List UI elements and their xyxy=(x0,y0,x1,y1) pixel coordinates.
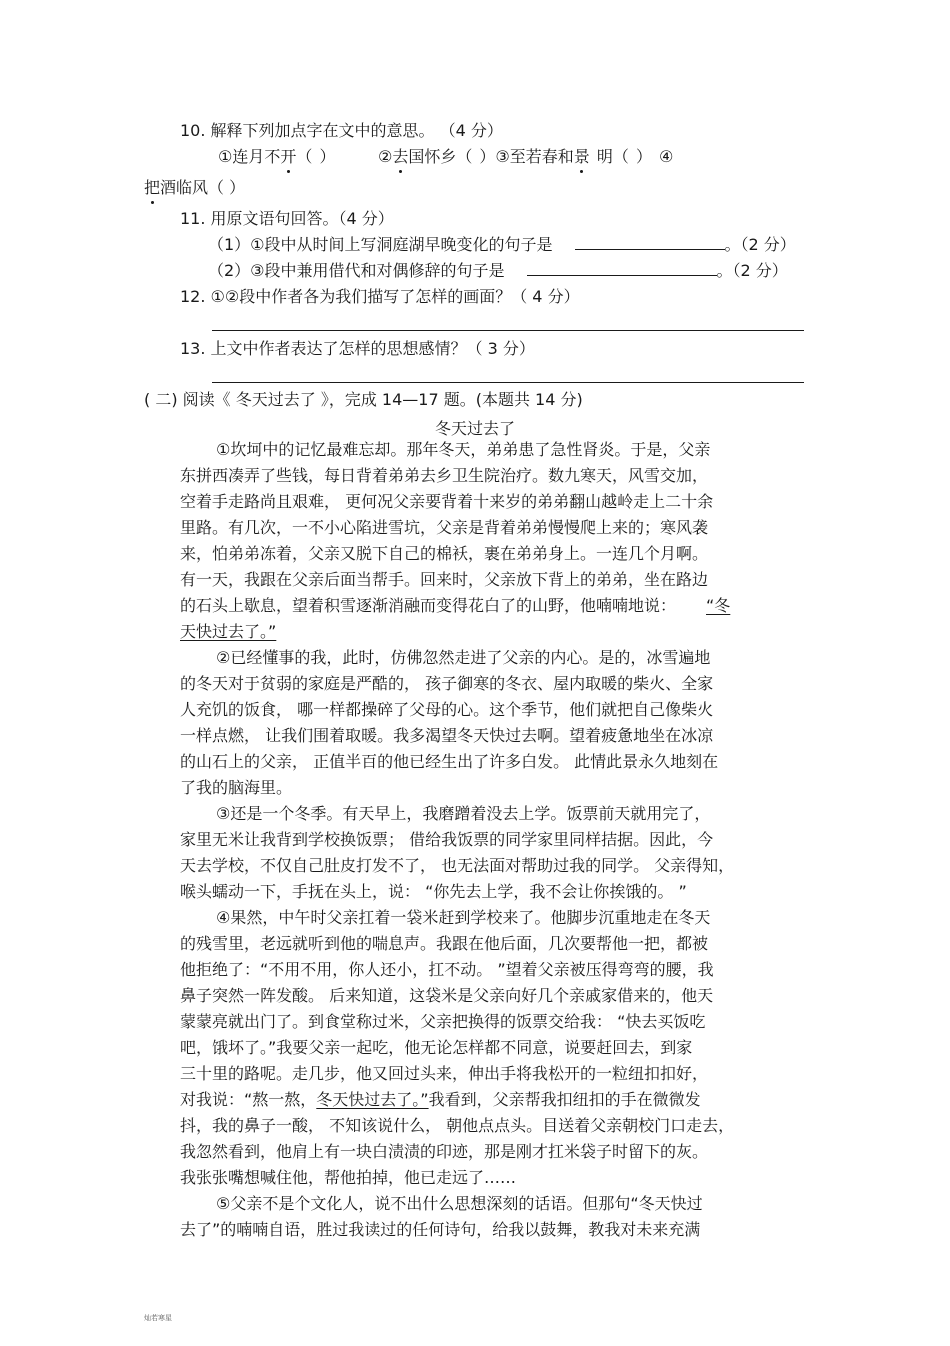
p1-line-1: ①坎坷中的记忆最难忘却。那年冬天，弟弟患了急性肾炎。于是，父亲 xyxy=(216,440,711,459)
p1-line-7-text: 的石头上歇息，望着积雪逐渐消融而变得花白了的山野，他喃喃地说： xyxy=(180,596,677,615)
q12-stem: 12. ①②段中作者各为我们描写了怎样的画面？（ 4 分） xyxy=(180,287,580,306)
p4-line-8-text-end: 我看到，父亲帮我扣纽扣的手在微微发 xyxy=(428,1090,701,1109)
p4-underlined-quote: 冬天快过去了。” xyxy=(316,1090,429,1109)
p2-line-3: 人充饥的饭食， 哪一样都操碎了父母的心。这个季节，他们就把自己像柴火 xyxy=(180,700,714,719)
p2-line-4: 一样点燃， 让我们围着取暖。我多渴望冬天快过去啊。望着疲惫地坐在冰凉 xyxy=(180,726,714,745)
q10-item4-dotted-char: 把 xyxy=(144,178,161,197)
q10-item2-text: ② xyxy=(377,147,393,166)
p1-underlined-quote-start: “冬 xyxy=(706,596,731,615)
q10-item3-answer: 明（ ） ④ xyxy=(589,147,674,166)
q10-items-line xyxy=(218,147,673,166)
q10-item1-dotted-char: 开 xyxy=(280,147,297,166)
p1-line-7 xyxy=(180,596,730,615)
p4-line-3: 他拒绝了：“不用不用，你人还小，扛不动。 ”望着父亲被压得弯弯的腰，我 xyxy=(180,960,714,979)
p4-line-1: ④果然，中午时父亲扛着一袋米赶到学校来了。他脚步沉重地走在冬天 xyxy=(216,908,711,927)
q11-sub2-answer-blank[interactable] xyxy=(527,261,717,276)
p5-line-1: ⑤父亲不是个文化人，说不出什么思想深刻的话语。但那句“冬天快过 xyxy=(216,1194,703,1213)
q11-sub2-text: （2）③段中兼用借代和对偶修辞的句子是 xyxy=(208,261,505,280)
p1-line-3: 空着手走路尚且艰难， 更何况父亲要背着十来岁的弟弟翻山越岭走上二十余 xyxy=(180,492,714,511)
q11-sub2 xyxy=(208,261,788,280)
q10-item2-dotted-char: 去 xyxy=(392,147,409,166)
q10-item3-dotted-char: 景 xyxy=(573,147,590,166)
p4-line-6: 吧，饿坏了。”我要父亲一起吃，他无论怎样都不同意，说要赶回去，到家 xyxy=(180,1038,693,1057)
p1-line-6: 有一天，我跟在父亲后面当帮手。回来时，父亲放下背上的弟弟，坐在路边 xyxy=(180,570,709,589)
p1-line-4: 里路。有几次，一不小心陷进雪坑，父亲是背着弟弟慢慢爬上来的；寒风袭 xyxy=(180,518,709,537)
q12-answer-line[interactable] xyxy=(212,330,804,331)
q10-item4-line xyxy=(144,178,245,197)
q10-item1-text: ①连月不 xyxy=(218,147,281,166)
p1-line-8 xyxy=(180,622,276,641)
q10-item1-answer: （ ） xyxy=(296,147,336,166)
q11-sub1 xyxy=(208,235,796,254)
p4-line-8 xyxy=(180,1090,701,1109)
p4-line-8-text-start: 对我说：“熬一熬， xyxy=(180,1090,317,1109)
p4-line-10: 我忽然看到，他肩上有一块白渍渍的印迹，那是刚才扛米袋子时留下的灰。 xyxy=(180,1142,709,1161)
p4-line-2: 的残雪里，老远就听到他的喘息声。我跟在他后面，几次要帮他一把，都被 xyxy=(180,934,709,953)
p4-line-5: 蒙蒙亮就出门了。到食堂称过米，父亲把换得的饭票交给我： “快去买饭吃 xyxy=(180,1012,706,1031)
p5-line-2: 去了”的喃喃自语，胜过我读过的任何诗句，给我以鼓舞，教我对未来充满 xyxy=(180,1220,701,1239)
p3-line-4: 喉头蠕动一下，手抚在头上，说： “你先去上学，我不会让你挨饿的。 ” xyxy=(180,882,687,901)
p1-line-2: 东拼西凑弄了些钱，每日背着弟弟去乡卫生院治疗。数九寒天，风雪交加， xyxy=(180,466,709,485)
p3-line-1: ③还是一个冬季。有天早上，我磨蹭着没去上学。饭票前天就用完了， xyxy=(216,804,711,823)
p4-line-7: 三十里的路呢。走几步，他又回过头来，伸出手将我松开的一粒纽扣扣好， xyxy=(180,1064,709,1083)
p3-line-3: 天去学校，不仅自己肚皮打发不了， 也无法面对帮助过我的同学。 父亲得知， xyxy=(180,856,735,875)
q11-stem: 11. 用原文语句回答。（4 分） xyxy=(180,209,394,228)
q11-sub2-score: 。（2 分） xyxy=(716,261,788,280)
passage-title: 冬天过去了 xyxy=(434,419,515,438)
p4-line-9: 抖，我的鼻子一酸， 不知该说什么， 朝他点点头。目送着父亲朝校门口走去， xyxy=(180,1116,735,1135)
q13-stem: 13. 上文中作者表达了怎样的思想感情？（ 3 分） xyxy=(180,339,535,358)
q10-item2-answer: 国怀乡（ ）③至若春和 xyxy=(408,147,574,166)
section2-heading: ( 二) 阅读《 冬天过去了 》，完成 14—17 题。(本题共 14 分) xyxy=(144,390,583,409)
p4-line-4: 鼻子突然一阵发酸。 后来知道，这袋米是父亲向好几个亲戚家借来的，他天 xyxy=(180,986,714,1005)
q10-item4-answer: 酒临风（ ） xyxy=(160,178,246,197)
p4-line-11: 我张张嘴想喊住他，帮他拍掉，他已走远了…… xyxy=(180,1168,517,1187)
page-footer: 灿若寒星 xyxy=(144,1314,172,1322)
p2-line-2: 的冬天对于贫弱的家庭是严酷的， 孩子御寒的冬衣、屋内取暖的柴火、全家 xyxy=(180,674,714,693)
p2-line-1: ②已经懂事的我，此时，仿佛忽然走进了父亲的内心。是的，冰雪遍地 xyxy=(216,648,711,667)
q11-sub1-text: （1）①段中从时间上写洞庭湖早晚变化的句子是 xyxy=(208,235,553,254)
p3-line-2: 家里无米让我背到学校换饭票； 借给我饭票的同学家里同样拮据。因此，今 xyxy=(180,830,714,849)
q11-sub1-score: 。（2 分） xyxy=(724,235,796,254)
q13-answer-line[interactable] xyxy=(212,382,804,383)
p2-line-6: 了我的脑海里。 xyxy=(180,778,293,797)
p1-underlined-quote-end: 天快过去了。” xyxy=(180,622,277,641)
q11-sub1-answer-blank[interactable] xyxy=(575,235,725,250)
p1-line-5: 来，怕弟弟冻着，父亲又脱下自己的棉袄，裹在弟弟身上。一连几个月啊。 xyxy=(180,544,709,563)
p2-line-5: 的山石上的父亲， 正值半百的他已经生出了许多白发。 此情此景永久地刻在 xyxy=(180,752,719,771)
q10-stem: 10. 解释下列加点字在文中的意思。 （4 分） xyxy=(180,121,503,140)
